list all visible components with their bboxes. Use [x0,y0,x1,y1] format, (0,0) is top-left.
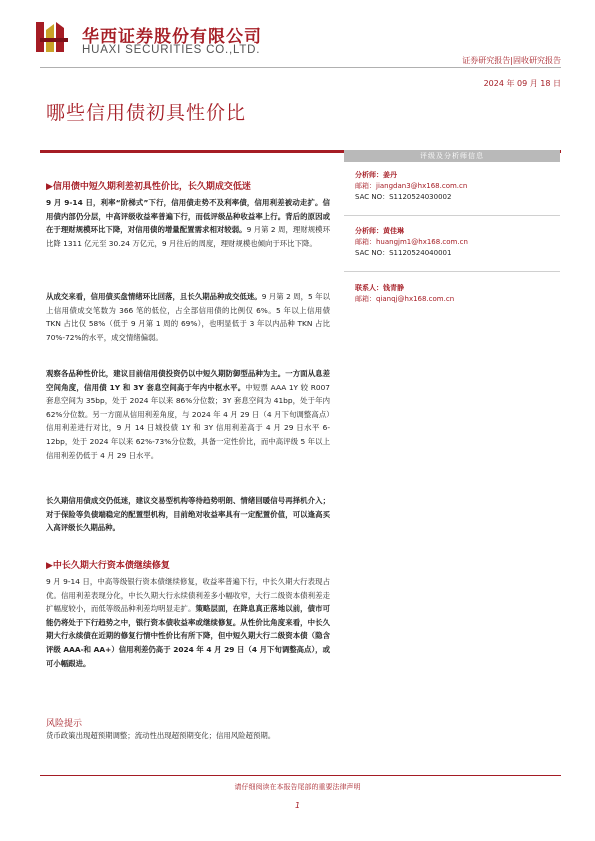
analyst-1-mail-label: 邮箱： [355,182,376,190]
legal-notice: 请仔细阅读在本报告尾部的重要法律声明 [234,783,361,791]
paragraph-1 [46,196,330,250]
sidebar-divider [344,271,560,272]
paragraph-4-bold: 长久期信用债成交仍低迷，建议交易型机构等待趋势明朗、情绪回暖信号再择机介入；对于保险等负债端稳定的配置型机构，目前绝对收益率具有一定配置价值，可以逢高买入高评级长久期品种。 [46,496,330,533]
analyst-2-email-link[interactable]: huangjm1@hx168.com.cn [376,238,468,246]
analyst-2-sac: SAC NO：S1120524040001 [355,249,452,257]
report-type: 证券研究报告|固收研究报告 [462,56,561,65]
paragraph-3 [46,367,330,462]
analyst-2-role: 分析师： [355,227,383,235]
contact-1 [355,283,560,305]
contact-1-name: 钱青静 [383,284,404,292]
analyst-2-name: 黄佳琳 [383,227,404,235]
paragraph-5-text: 9 月 9-14 日，中高等级银行资本债继续修复，收益率普遍下行，中长久期大行表现占优。信用利差表现分化，中长久期大行永续债利差多小幅收窄，大行二级资本债利差走扩幅度较小，而低等级品种利差均明显走扩。 [46,577,330,614]
paragraph-2 [46,290,330,344]
analyst-1-name: 姜丹 [383,171,397,179]
paragraph-5-bold: 策略层面，在降息真正落地以前，债市可能仍将处于下行趋势之中，银行资本债收益率或继续修复。从性价比角度来看，中长久期大行永续债在近期的修复行情中性价比有所下降，但中短久期大行二级资本债（隐含评级 AAA-和 AA+）信用利差仍高于 2024 年 4 月 29 日（4 月下旬调整高点），或可小幅跟进。 [46,604,330,668]
section-heading-2: ▶中长久期大行资本债继续修复 [46,561,170,571]
contact-1-mail-label: 邮箱： [355,295,376,303]
paragraph-2-text: 9 月第 2 周，5 年以上信用债成交笔数为 366 笔的低位，占全部信用债的比例仅 6%。5 年以上信用债 TKN 占比仅 58%（低于 9 月第 1 周的 69%），也明显低于 3 年以内品种 TKN 占比 70%-72%的水平，成交情绪偏弱。 [46,292,330,342]
huaxi-logo-icon [34,20,72,54]
brand-name-en: HUAXI SECURITIES CO.,LTD. [82,44,261,56]
header-divider [40,67,561,68]
analyst-2 [355,226,560,259]
analyst-1-email-link[interactable]: jiangdan3@hx168.com.cn [376,182,468,190]
footer-divider [40,775,561,776]
report-title: 哪些信用债初具性价比 [46,102,247,124]
analyst-1-role: 分析师： [355,171,383,179]
page-number: 1 [294,801,301,810]
contact-1-role: 联系人： [355,284,383,292]
paragraph-3-bold: 观察各品种性价比，建议目前信用债投资仍以中短久期防御型品种为主。一方面从息差空间角度，信用债 1Y 和 3Y 套息空间高于年内中枢水平。 [46,369,330,392]
brand-name-cn: 华西证券股份有限公司 [82,27,262,47]
paragraph-3-text: 中短票 AAA 1Y 较 R007 套息空间为 35bp，处于 2024 年以来 86%分位数；3Y 套息空间为 41bp，处于年内 62%分位数。另一方面从信用利差角度，与 2024 年 4 月 29 日（4 月下旬调整高点）信用利差进行对比，9 月 14 日城投债 1Y 和 3Y 信用利差高于 4 月 29 日水平 6-12bp，处于 2024 年以来 62%-73%分位数，具备一定性价比，而中高评级 5 年以上信用利差仍低于 4 月 29 日水平。 [46,382,330,460]
analyst-1-sac: SAC NO：S1120524030002 [355,193,452,201]
analyst-2-mail-label: 邮箱： [355,238,376,246]
contact-1-email-link[interactable]: qianqj@hx168.com.cn [376,295,455,303]
risk-title: 风险提示 [46,719,83,729]
paragraph-4 [46,494,330,535]
section-heading-1: ▶信用债中短久期利差初具性价比，长久期成交低迷 [46,182,251,192]
analyst-1 [355,170,560,203]
report-date: 2024 年 09 月 18 日 [483,79,561,88]
paragraph-1-text: 9 月第 2 周，理财规模环比降 1311 亿元至 30.24 万亿元，9 月往后的周度，理财规模也倾向于环比下降。 [46,225,330,248]
sidebar-divider [344,215,560,216]
paragraph-5 [46,575,330,670]
sidebar-heading: 评级及分析师信息 [344,150,560,162]
paragraph-1-bold: 9 月 9-14 日，利率“阶梯式”下行，信用债走势不及利率债，信用利差被动走扩。信用债内部仍分层，中高评级收益率普遍下行，而低评级品种收益率上行。背后的原因或在于理财规模环比下降，对信用债的增量配置需求相对较弱。 [46,198,330,235]
risk-text: 货币政策出现超预期调整；流动性出现超预期变化；信用风险超预期。 [46,731,276,740]
paragraph-2-bold: 从成交来看，信用债买盘情绪环比回落，且长久期品种成交低迷。 [46,292,262,301]
